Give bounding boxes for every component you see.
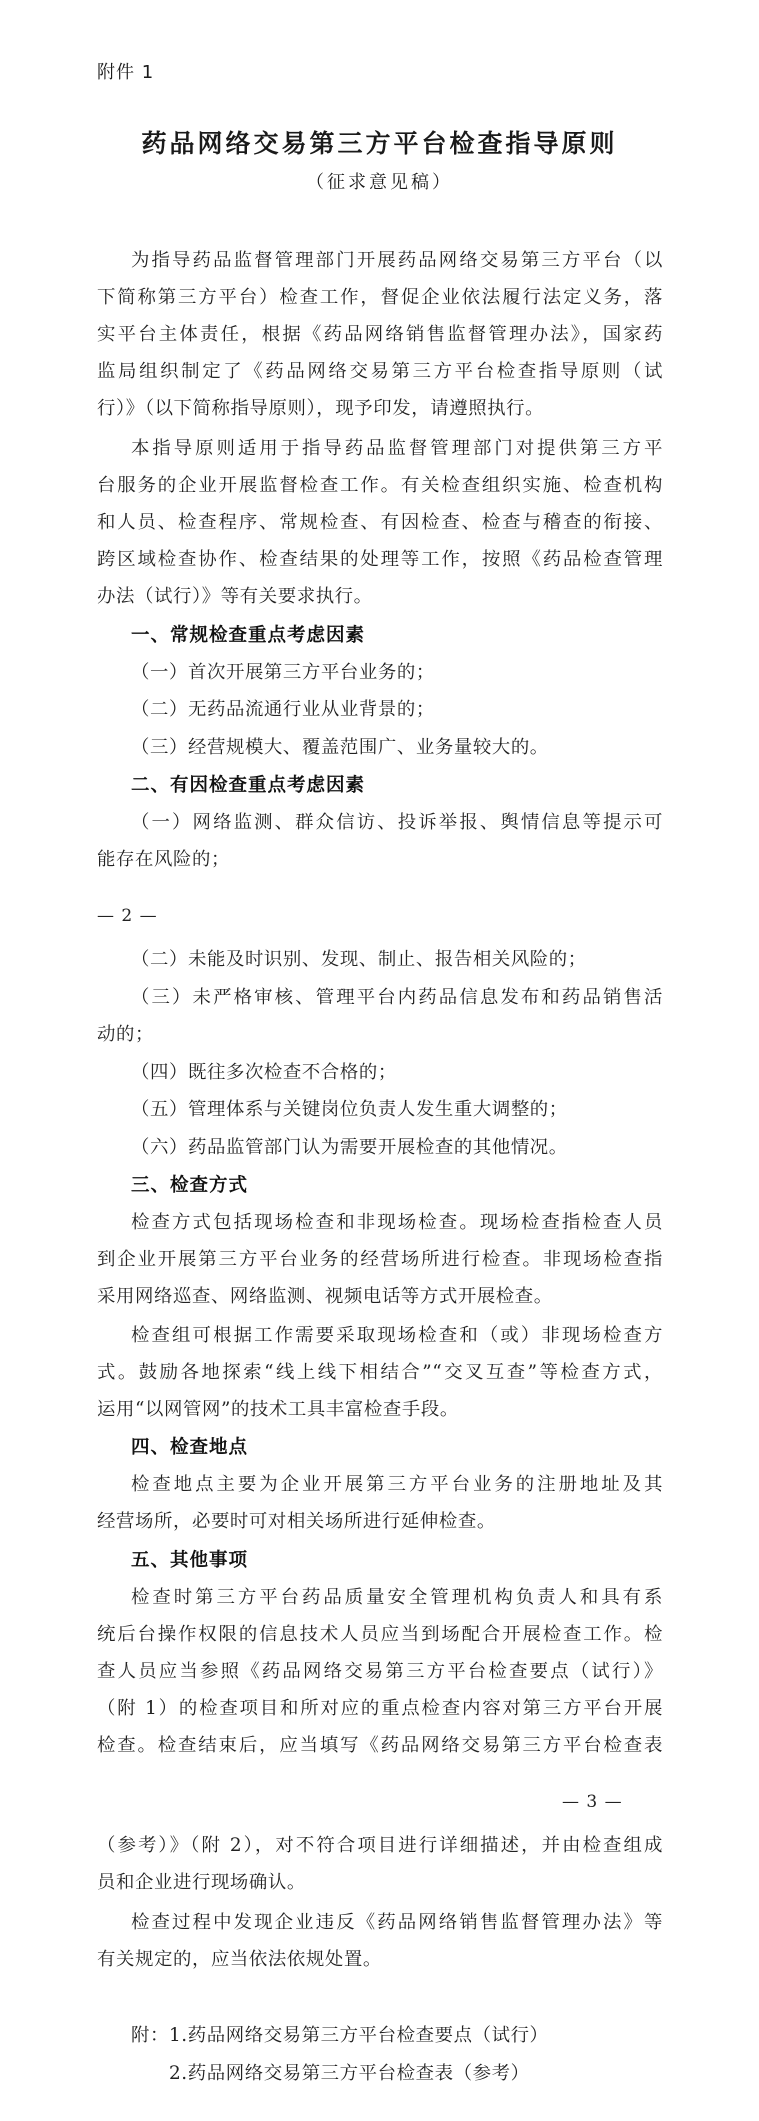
body-line: （五）管理体系与关键岗位负责人发生重大调整的； [131,1099,568,1120]
body-line: 运用“以网管网”的技术工具丰富检查手段。 [97,1399,459,1420]
body-line: 查人员应当参照《药品网络交易第三方平台检查要点（试行）》 [97,1661,663,1682]
attachment-label: 附件 1 [97,62,155,83]
section-heading: 二、有因检查重点考虑因素 [131,775,366,796]
body-line: 检查。检查结束后，应当填写《药品网络交易第三方平台检查表 [97,1735,663,1756]
body-line: 检查时第三方平台药品质量安全管理机构负责人和具有系 [131,1587,663,1608]
body-line: 2.药品网络交易第三方平台检查表（参考） [169,2063,530,2084]
body-line: （二）无药品流通行业从业背景的； [131,699,435,720]
section-heading: 五、其他事项 [131,1550,249,1571]
body-line: 行）》（以下简称指导原则），现予印发，请遵照执行。 [97,398,545,419]
body-line: 办法（试行）》等有关要求执行。 [97,586,373,607]
body-line: 动的； [97,1024,154,1045]
body-line: 有关规定的，应当依法依规处置。 [97,1949,382,1970]
body-line: 检查过程中发现企业违反《药品网络销售监督管理办法》等 [131,1912,663,1933]
document-title: 药品网络交易第三方平台检查指导原则 [141,129,618,158]
body-line: 实平台主体责任，根据《药品网络销售监督管理办法》，国家药 [97,324,663,345]
body-line: 和人员、检查程序、常规检查、有因检查、检查与稽查的衔接、 [97,512,663,533]
body-line: 采用网络巡查、网络监测、视频电话等方式开展检查。 [97,1286,553,1307]
body-line: （三）经营规模大、覆盖范围广、业务量较大的。 [131,737,549,758]
document-subtitle: （征求意见稿） [306,172,453,193]
body-line: 监局组织制定了《药品网络交易第三方平台检查指导原则（试 [97,361,663,382]
body-line: 附：1.药品网络交易第三方平台检查要点（试行） [131,2025,549,2046]
section-heading: 一、常规检查重点考虑因素 [131,625,366,646]
body-line: （四）既往多次检查不合格的； [131,1062,397,1083]
body-line: （一）首次开展第三方平台业务的； [131,662,435,683]
body-line: （三）未严格审核、管理平台内药品信息发布和药品销售活 [131,987,663,1008]
body-line: 员和企业进行现场确认。 [97,1872,306,1893]
body-line: 到企业开展第三方平台业务的经营场所进行检查。非现场检查指 [97,1249,663,1270]
body-line: 本指导原则适用于指导药品监督管理部门对提供第三方平 [131,438,663,459]
page-number-2: — 2 — [97,906,158,926]
body-line: 台服务的企业开展监督检查工作。有关检查组织实施、检查机构 [97,475,663,496]
body-line: 检查组可根据工作需要采取现场检查和（或）非现场检查方 [131,1325,663,1346]
body-line: 能存在风险的； [97,849,230,870]
body-line: 检查地点主要为企业开展第三方平台业务的注册地址及其 [131,1474,663,1495]
body-line: （参考）》（附 2），对不符合项目进行详细描述，并由检查组成 [97,1835,663,1856]
body-line: 检查方式包括现场检查和非现场检查。现场检查指检查人员 [131,1212,663,1233]
body-line: （六）药品监管部门认为需要开展检查的其他情况。 [131,1137,568,1158]
body-line: 为指导药品监督管理部门开展药品网络交易第三方平台（以 [131,250,663,271]
body-line: 跨区域检查协作、检查结果的处理等工作，按照《药品检查管理 [97,549,663,570]
section-heading: 三、检查方式 [131,1175,249,1196]
body-line: （一）网络监测、群众信访、投诉举报、舆情信息等提示可 [131,812,663,833]
section-heading: 四、检查地点 [131,1437,249,1458]
body-line: 下简称第三方平台）检查工作，督促企业依法履行法定义务，落 [97,287,663,308]
body-line: （附 1）的检查项目和所对应的重点检查内容对第三方平台开展 [97,1698,663,1719]
body-line: （二）未能及时识别、发现、制止、报告相关风险的； [131,949,587,970]
body-line: 统后台操作权限的信息技术人员应当到场配合开展检查工作。检 [97,1624,663,1645]
body-line: 式。鼓励各地探索“线上线下相结合”“交叉互查”等检查方式， [97,1362,663,1383]
page-number-3: — 3 — [562,1792,623,1812]
body-line: 经营场所，必要时可对相关场所进行延伸检查。 [97,1511,496,1532]
